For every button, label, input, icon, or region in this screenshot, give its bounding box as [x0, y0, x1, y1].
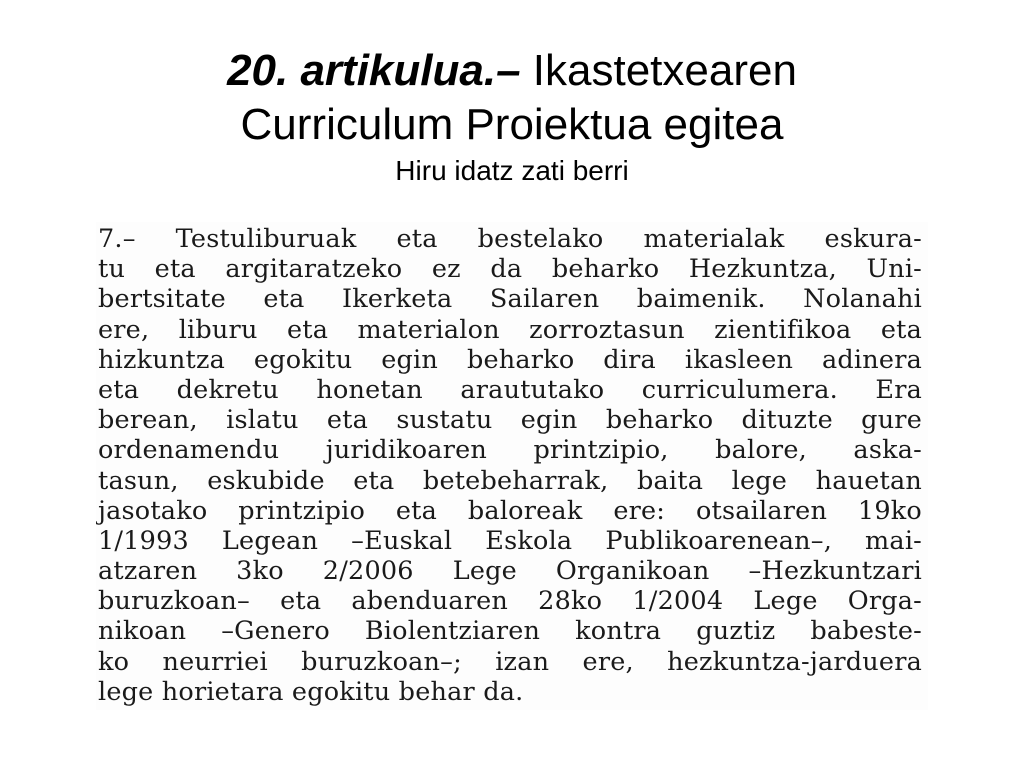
text-line: hizkuntza egokitu egin beharko dira ikasleen adinera: [98, 344, 922, 375]
title-line-1: [0, 44, 1024, 98]
slide-subtitle: Hiru idatz zati berri: [395, 155, 629, 186]
text-line: lege horietara egokitu behar da.: [98, 676, 524, 707]
text-line: buruzkoan– eta abenduaren 28ko 1/2004 Lege Orga-: [98, 586, 922, 617]
text-line: eta dekretu honetan araututako curriculumera. Era: [98, 374, 922, 405]
text-line: ko neurriei buruzkoan–; izan ere, hezkuntza-jarduera: [98, 646, 922, 677]
text-line: tu eta argitaratzeko ez da beharko Hezkuntza, Uni-: [98, 254, 922, 285]
slide-title: [0, 44, 1024, 188]
text-line: tasun, eskubide eta betebeharrak, baita lege hauetan: [98, 465, 922, 496]
scanned-text-image: [96, 222, 928, 710]
article-number: 20. artikulua.–: [227, 46, 521, 95]
title-text-1: Ikastetxearen: [520, 46, 797, 95]
title-line-2: Curriculum Proiektua egitea: [240, 100, 784, 149]
text-line: 1/1993 Legean –Euskal Eskola Publikoarenean–, mai-: [98, 525, 922, 556]
scanned-paragraph: [98, 224, 922, 707]
text-line: atzaren 3ko 2/2006 Lege Organikoan –Hezkuntzari: [98, 556, 922, 587]
text-line: nikoan –Genero Biolentziaren kontra guztiz babeste-: [98, 616, 922, 647]
text-line: jasotako printzipio eta baloreak ere: otsailaren 19ko: [98, 495, 922, 526]
text-line: 7.– Testuliburuak eta bestelako materialak eskura-: [98, 224, 922, 254]
text-line: berean, islatu eta sustatu egin beharko dituzte gure: [98, 405, 922, 436]
text-line: ere, liburu eta materialon zorroztasun zientifikoa eta: [98, 314, 922, 345]
text-line: bertsitate eta Ikerketa Sailaren baimenik. Nolanahi: [98, 284, 922, 315]
text-line: ordenamendu juridikoaren printzipio, balore, aska-: [98, 435, 922, 466]
